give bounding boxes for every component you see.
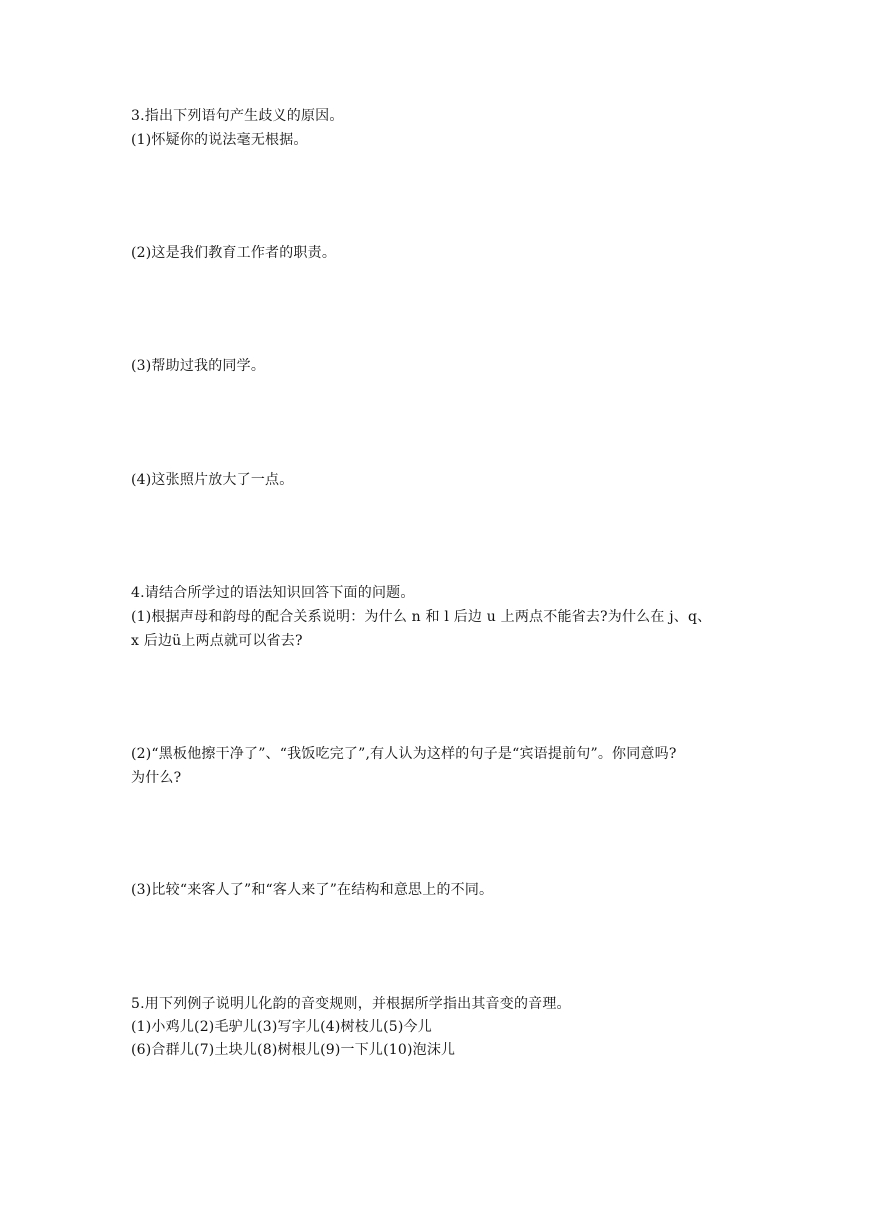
question-3-item-1: (1)怀疑你的说法毫无根据。 <box>131 132 308 148</box>
question-3-item-4: (4)这张照片放大了一点。 <box>131 472 294 488</box>
question-5-title: 5.用下列例子说明儿化韵的音变规则，并根据所学指出其音变的音理。 <box>131 996 571 1012</box>
question-4-item-2-line-1: (2)“黑板他擦干净了”、“我饭吃完了”,有人认为这样的句子是“宾语提前句”。你同意吗? <box>131 746 677 762</box>
question-5-examples-line-1: (1)小鸡儿(2)毛驴儿(3)写字儿(4)树枝儿(5)今儿 <box>131 1019 432 1035</box>
question-3-title: 3.指出下列语句产生歧义的原因。 <box>131 108 344 124</box>
question-3-item-3: (3)帮助过我的同学。 <box>131 358 266 374</box>
question-4-item-3: (3)比较“来客人了”和“客人来了”在结构和意思上的不同。 <box>131 882 494 898</box>
question-4-item-1-line-1: (1)根据声母和韵母的配合关系说明：为什么 n 和 l 后边 u 上两点不能省去?为什么在 j、q、 <box>131 609 712 625</box>
question-4-item-2-line-2: 为什么? <box>131 770 182 786</box>
question-4-item-1-line-2: x 后边ü上两点就可以省去? <box>131 633 303 649</box>
question-5-examples-line-2: (6)合群儿(7)土块儿(8)树根儿(9)一下儿(10)泡沫儿 <box>131 1042 456 1058</box>
question-3-item-2: (2)这是我们教育工作者的职责。 <box>131 245 337 261</box>
question-4-title: 4.请结合所学过的语法知识回答下面的问题。 <box>131 585 415 601</box>
